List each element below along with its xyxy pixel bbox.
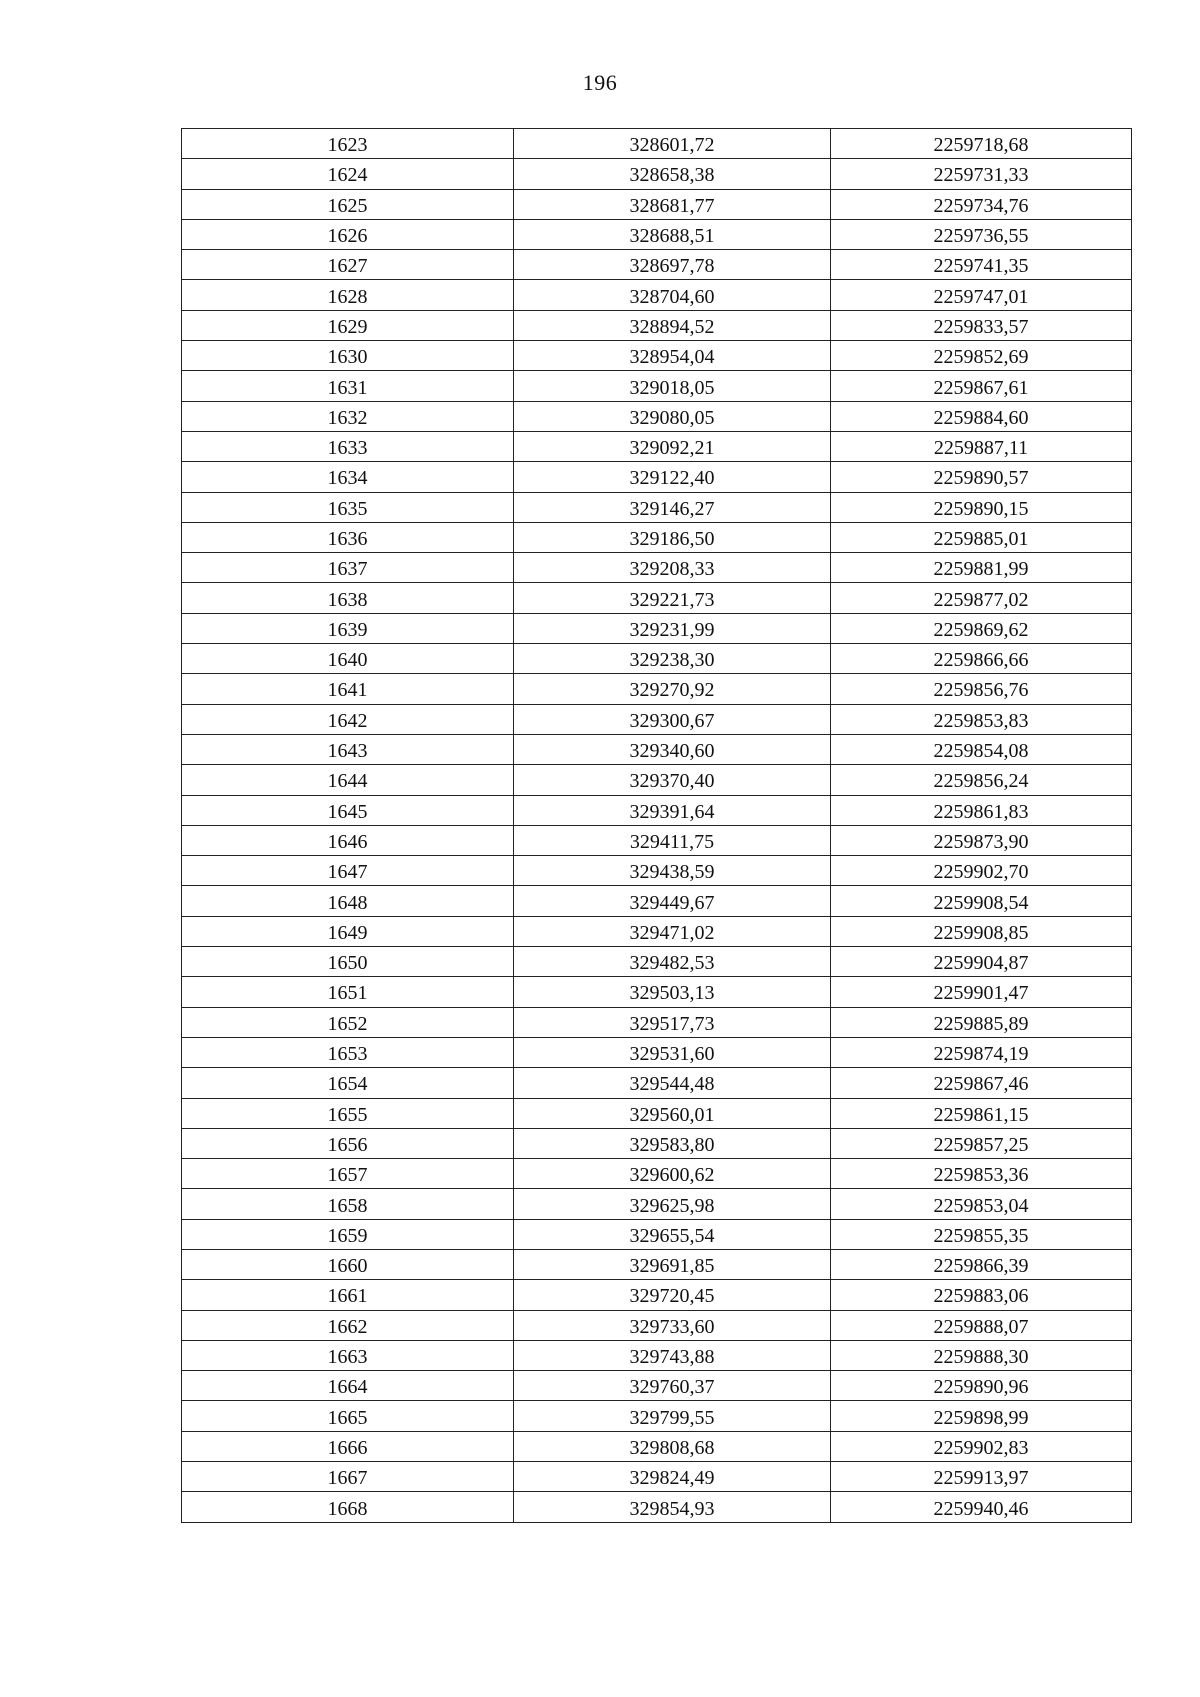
point-number-cell: 1623	[182, 129, 514, 159]
point-number-cell: 1639	[182, 613, 514, 643]
y-coordinate-cell: 2259913,97	[831, 1462, 1132, 1492]
x-coordinate-cell: 329799,55	[514, 1401, 831, 1431]
y-coordinate-cell: 2259853,04	[831, 1189, 1132, 1219]
y-coordinate-cell: 2259902,70	[831, 856, 1132, 886]
y-coordinate-cell: 2259908,54	[831, 886, 1132, 916]
table-row	[182, 704, 1132, 734]
x-coordinate-cell: 328954,04	[514, 341, 831, 371]
y-coordinate-cell: 2259890,57	[831, 462, 1132, 492]
point-number-cell: 1657	[182, 1159, 514, 1189]
y-coordinate-cell: 2259904,87	[831, 947, 1132, 977]
point-number-cell: 1626	[182, 219, 514, 249]
point-number-cell: 1645	[182, 795, 514, 825]
x-coordinate-cell: 329122,40	[514, 462, 831, 492]
y-coordinate-cell: 2259866,66	[831, 644, 1132, 674]
table-row	[182, 1431, 1132, 1461]
x-coordinate-cell: 329824,49	[514, 1462, 831, 1492]
x-coordinate-cell: 329080,05	[514, 401, 831, 431]
y-coordinate-cell: 2259890,15	[831, 492, 1132, 522]
y-coordinate-cell: 2259866,39	[831, 1249, 1132, 1279]
y-coordinate-cell: 2259734,76	[831, 189, 1132, 219]
table-row	[182, 1401, 1132, 1431]
table-row	[182, 1128, 1132, 1158]
point-number-cell: 1625	[182, 189, 514, 219]
x-coordinate-cell: 328681,77	[514, 189, 831, 219]
x-coordinate-cell: 329221,73	[514, 583, 831, 613]
table-row	[182, 916, 1132, 946]
y-coordinate-cell: 2259867,46	[831, 1068, 1132, 1098]
x-coordinate-cell: 329340,60	[514, 734, 831, 764]
x-coordinate-cell: 328601,72	[514, 129, 831, 159]
point-number-cell: 1638	[182, 583, 514, 613]
table-row	[182, 795, 1132, 825]
x-coordinate-cell: 328688,51	[514, 219, 831, 249]
table-row	[182, 1249, 1132, 1279]
y-coordinate-cell: 2259884,60	[831, 401, 1132, 431]
x-coordinate-cell: 329760,37	[514, 1371, 831, 1401]
point-number-cell: 1662	[182, 1310, 514, 1340]
x-coordinate-cell: 329449,67	[514, 886, 831, 916]
x-coordinate-cell: 329517,73	[514, 1007, 831, 1037]
point-number-cell: 1629	[182, 310, 514, 340]
y-coordinate-cell: 2259885,89	[831, 1007, 1132, 1037]
table-row	[182, 1037, 1132, 1067]
x-coordinate-cell: 329471,02	[514, 916, 831, 946]
table-row	[182, 553, 1132, 583]
point-number-cell: 1634	[182, 462, 514, 492]
y-coordinate-cell: 2259877,02	[831, 583, 1132, 613]
point-number-cell: 1628	[182, 280, 514, 310]
y-coordinate-cell: 2259881,99	[831, 553, 1132, 583]
y-coordinate-cell: 2259856,76	[831, 674, 1132, 704]
point-number-cell: 1665	[182, 1401, 514, 1431]
x-coordinate-cell: 329655,54	[514, 1219, 831, 1249]
y-coordinate-cell: 2259890,96	[831, 1371, 1132, 1401]
point-number-cell: 1630	[182, 341, 514, 371]
y-coordinate-cell: 2259869,62	[831, 613, 1132, 643]
table-row	[182, 977, 1132, 1007]
point-number-cell: 1646	[182, 825, 514, 855]
table-row	[182, 371, 1132, 401]
y-coordinate-cell: 2259888,07	[831, 1310, 1132, 1340]
y-coordinate-cell: 2259888,30	[831, 1340, 1132, 1370]
point-number-cell: 1637	[182, 553, 514, 583]
point-number-cell: 1655	[182, 1098, 514, 1128]
x-coordinate-cell: 329808,68	[514, 1431, 831, 1461]
table-row	[182, 1159, 1132, 1189]
point-number-cell: 1652	[182, 1007, 514, 1037]
table-row	[182, 280, 1132, 310]
x-coordinate-cell: 329503,13	[514, 977, 831, 1007]
x-coordinate-cell: 329186,50	[514, 522, 831, 552]
x-coordinate-cell: 329733,60	[514, 1310, 831, 1340]
point-number-cell: 1631	[182, 371, 514, 401]
table-row	[182, 886, 1132, 916]
y-coordinate-cell: 2259857,25	[831, 1128, 1132, 1158]
point-number-cell: 1659	[182, 1219, 514, 1249]
point-number-cell: 1668	[182, 1492, 514, 1522]
table-row	[182, 492, 1132, 522]
x-coordinate-cell: 329625,98	[514, 1189, 831, 1219]
table-row	[182, 825, 1132, 855]
x-coordinate-cell: 328704,60	[514, 280, 831, 310]
y-coordinate-cell: 2259902,83	[831, 1431, 1132, 1461]
table-row	[182, 644, 1132, 674]
table-row	[182, 1189, 1132, 1219]
table-row	[182, 856, 1132, 886]
point-number-cell: 1647	[182, 856, 514, 886]
y-coordinate-cell: 2259741,35	[831, 250, 1132, 280]
x-coordinate-cell: 329583,80	[514, 1128, 831, 1158]
point-number-cell: 1640	[182, 644, 514, 674]
y-coordinate-cell: 2259852,69	[831, 341, 1132, 371]
y-coordinate-cell: 2259861,15	[831, 1098, 1132, 1128]
y-coordinate-cell: 2259854,08	[831, 734, 1132, 764]
x-coordinate-cell: 329482,53	[514, 947, 831, 977]
point-number-cell: 1650	[182, 947, 514, 977]
y-coordinate-cell: 2259885,01	[831, 522, 1132, 552]
point-number-cell: 1643	[182, 734, 514, 764]
table-row	[182, 947, 1132, 977]
y-coordinate-cell: 2259853,83	[831, 704, 1132, 734]
x-coordinate-cell: 329691,85	[514, 1249, 831, 1279]
x-coordinate-cell: 329146,27	[514, 492, 831, 522]
table-row	[182, 431, 1132, 461]
table-row	[182, 1007, 1132, 1037]
x-coordinate-cell: 329370,40	[514, 765, 831, 795]
x-coordinate-cell: 329600,62	[514, 1159, 831, 1189]
x-coordinate-cell: 329300,67	[514, 704, 831, 734]
point-number-cell: 1651	[182, 977, 514, 1007]
table-row	[182, 1462, 1132, 1492]
table-row	[182, 734, 1132, 764]
x-coordinate-cell: 329854,93	[514, 1492, 831, 1522]
y-coordinate-cell: 2259853,36	[831, 1159, 1132, 1189]
table-row	[182, 1340, 1132, 1370]
point-number-cell: 1632	[182, 401, 514, 431]
table-row	[182, 1219, 1132, 1249]
point-number-cell: 1627	[182, 250, 514, 280]
point-number-cell: 1649	[182, 916, 514, 946]
coordinates-table	[181, 128, 1132, 1523]
y-coordinate-cell: 2259873,90	[831, 825, 1132, 855]
table-row	[182, 310, 1132, 340]
x-coordinate-cell: 329438,59	[514, 856, 831, 886]
point-number-cell: 1641	[182, 674, 514, 704]
x-coordinate-cell: 329231,99	[514, 613, 831, 643]
table-row	[182, 250, 1132, 280]
table-row	[182, 1068, 1132, 1098]
y-coordinate-cell: 2259747,01	[831, 280, 1132, 310]
x-coordinate-cell: 329560,01	[514, 1098, 831, 1128]
y-coordinate-cell: 2259874,19	[831, 1037, 1132, 1067]
y-coordinate-cell: 2259883,06	[831, 1280, 1132, 1310]
point-number-cell: 1661	[182, 1280, 514, 1310]
y-coordinate-cell: 2259867,61	[831, 371, 1132, 401]
y-coordinate-cell: 2259731,33	[831, 159, 1132, 189]
table-row	[182, 189, 1132, 219]
y-coordinate-cell: 2259940,46	[831, 1492, 1132, 1522]
table-row	[182, 401, 1132, 431]
table-row	[182, 1098, 1132, 1128]
x-coordinate-cell: 328658,38	[514, 159, 831, 189]
y-coordinate-cell: 2259908,85	[831, 916, 1132, 946]
y-coordinate-cell: 2259855,35	[831, 1219, 1132, 1249]
table-row	[182, 341, 1132, 371]
y-coordinate-cell: 2259898,99	[831, 1401, 1132, 1431]
point-number-cell: 1656	[182, 1128, 514, 1158]
point-number-cell: 1644	[182, 765, 514, 795]
y-coordinate-cell: 2259736,55	[831, 219, 1132, 249]
y-coordinate-cell: 2259887,11	[831, 431, 1132, 461]
coordinates-table-body	[182, 129, 1132, 1523]
point-number-cell: 1636	[182, 522, 514, 552]
point-number-cell: 1654	[182, 1068, 514, 1098]
table-row	[182, 1280, 1132, 1310]
y-coordinate-cell: 2259861,83	[831, 795, 1132, 825]
table-row	[182, 219, 1132, 249]
point-number-cell: 1664	[182, 1371, 514, 1401]
table-row	[182, 462, 1132, 492]
point-number-cell: 1648	[182, 886, 514, 916]
table-row	[182, 765, 1132, 795]
x-coordinate-cell: 329018,05	[514, 371, 831, 401]
x-coordinate-cell: 329720,45	[514, 1280, 831, 1310]
x-coordinate-cell: 328894,52	[514, 310, 831, 340]
x-coordinate-cell: 329411,75	[514, 825, 831, 855]
x-coordinate-cell: 329531,60	[514, 1037, 831, 1067]
y-coordinate-cell: 2259856,24	[831, 765, 1132, 795]
point-number-cell: 1633	[182, 431, 514, 461]
page-number: 196	[582, 70, 618, 95]
point-number-cell: 1642	[182, 704, 514, 734]
x-coordinate-cell: 329743,88	[514, 1340, 831, 1370]
table-row	[182, 129, 1132, 159]
x-coordinate-cell: 328697,78	[514, 250, 831, 280]
table-row	[182, 583, 1132, 613]
point-number-cell: 1653	[182, 1037, 514, 1067]
table-row	[182, 674, 1132, 704]
y-coordinate-cell: 2259718,68	[831, 129, 1132, 159]
x-coordinate-cell: 329270,92	[514, 674, 831, 704]
x-coordinate-cell: 329391,64	[514, 795, 831, 825]
x-coordinate-cell: 329208,33	[514, 553, 831, 583]
x-coordinate-cell: 329544,48	[514, 1068, 831, 1098]
x-coordinate-cell: 329092,21	[514, 431, 831, 461]
table-row	[182, 1371, 1132, 1401]
table-row	[182, 159, 1132, 189]
table-row	[182, 613, 1132, 643]
point-number-cell: 1663	[182, 1340, 514, 1370]
point-number-cell: 1667	[182, 1462, 514, 1492]
y-coordinate-cell: 2259833,57	[831, 310, 1132, 340]
point-number-cell: 1666	[182, 1431, 514, 1461]
point-number-cell: 1658	[182, 1189, 514, 1219]
point-number-cell: 1624	[182, 159, 514, 189]
point-number-cell: 1660	[182, 1249, 514, 1279]
table-row	[182, 1310, 1132, 1340]
x-coordinate-cell: 329238,30	[514, 644, 831, 674]
y-coordinate-cell: 2259901,47	[831, 977, 1132, 1007]
table-row	[182, 522, 1132, 552]
point-number-cell: 1635	[182, 492, 514, 522]
table-row	[182, 1492, 1132, 1522]
